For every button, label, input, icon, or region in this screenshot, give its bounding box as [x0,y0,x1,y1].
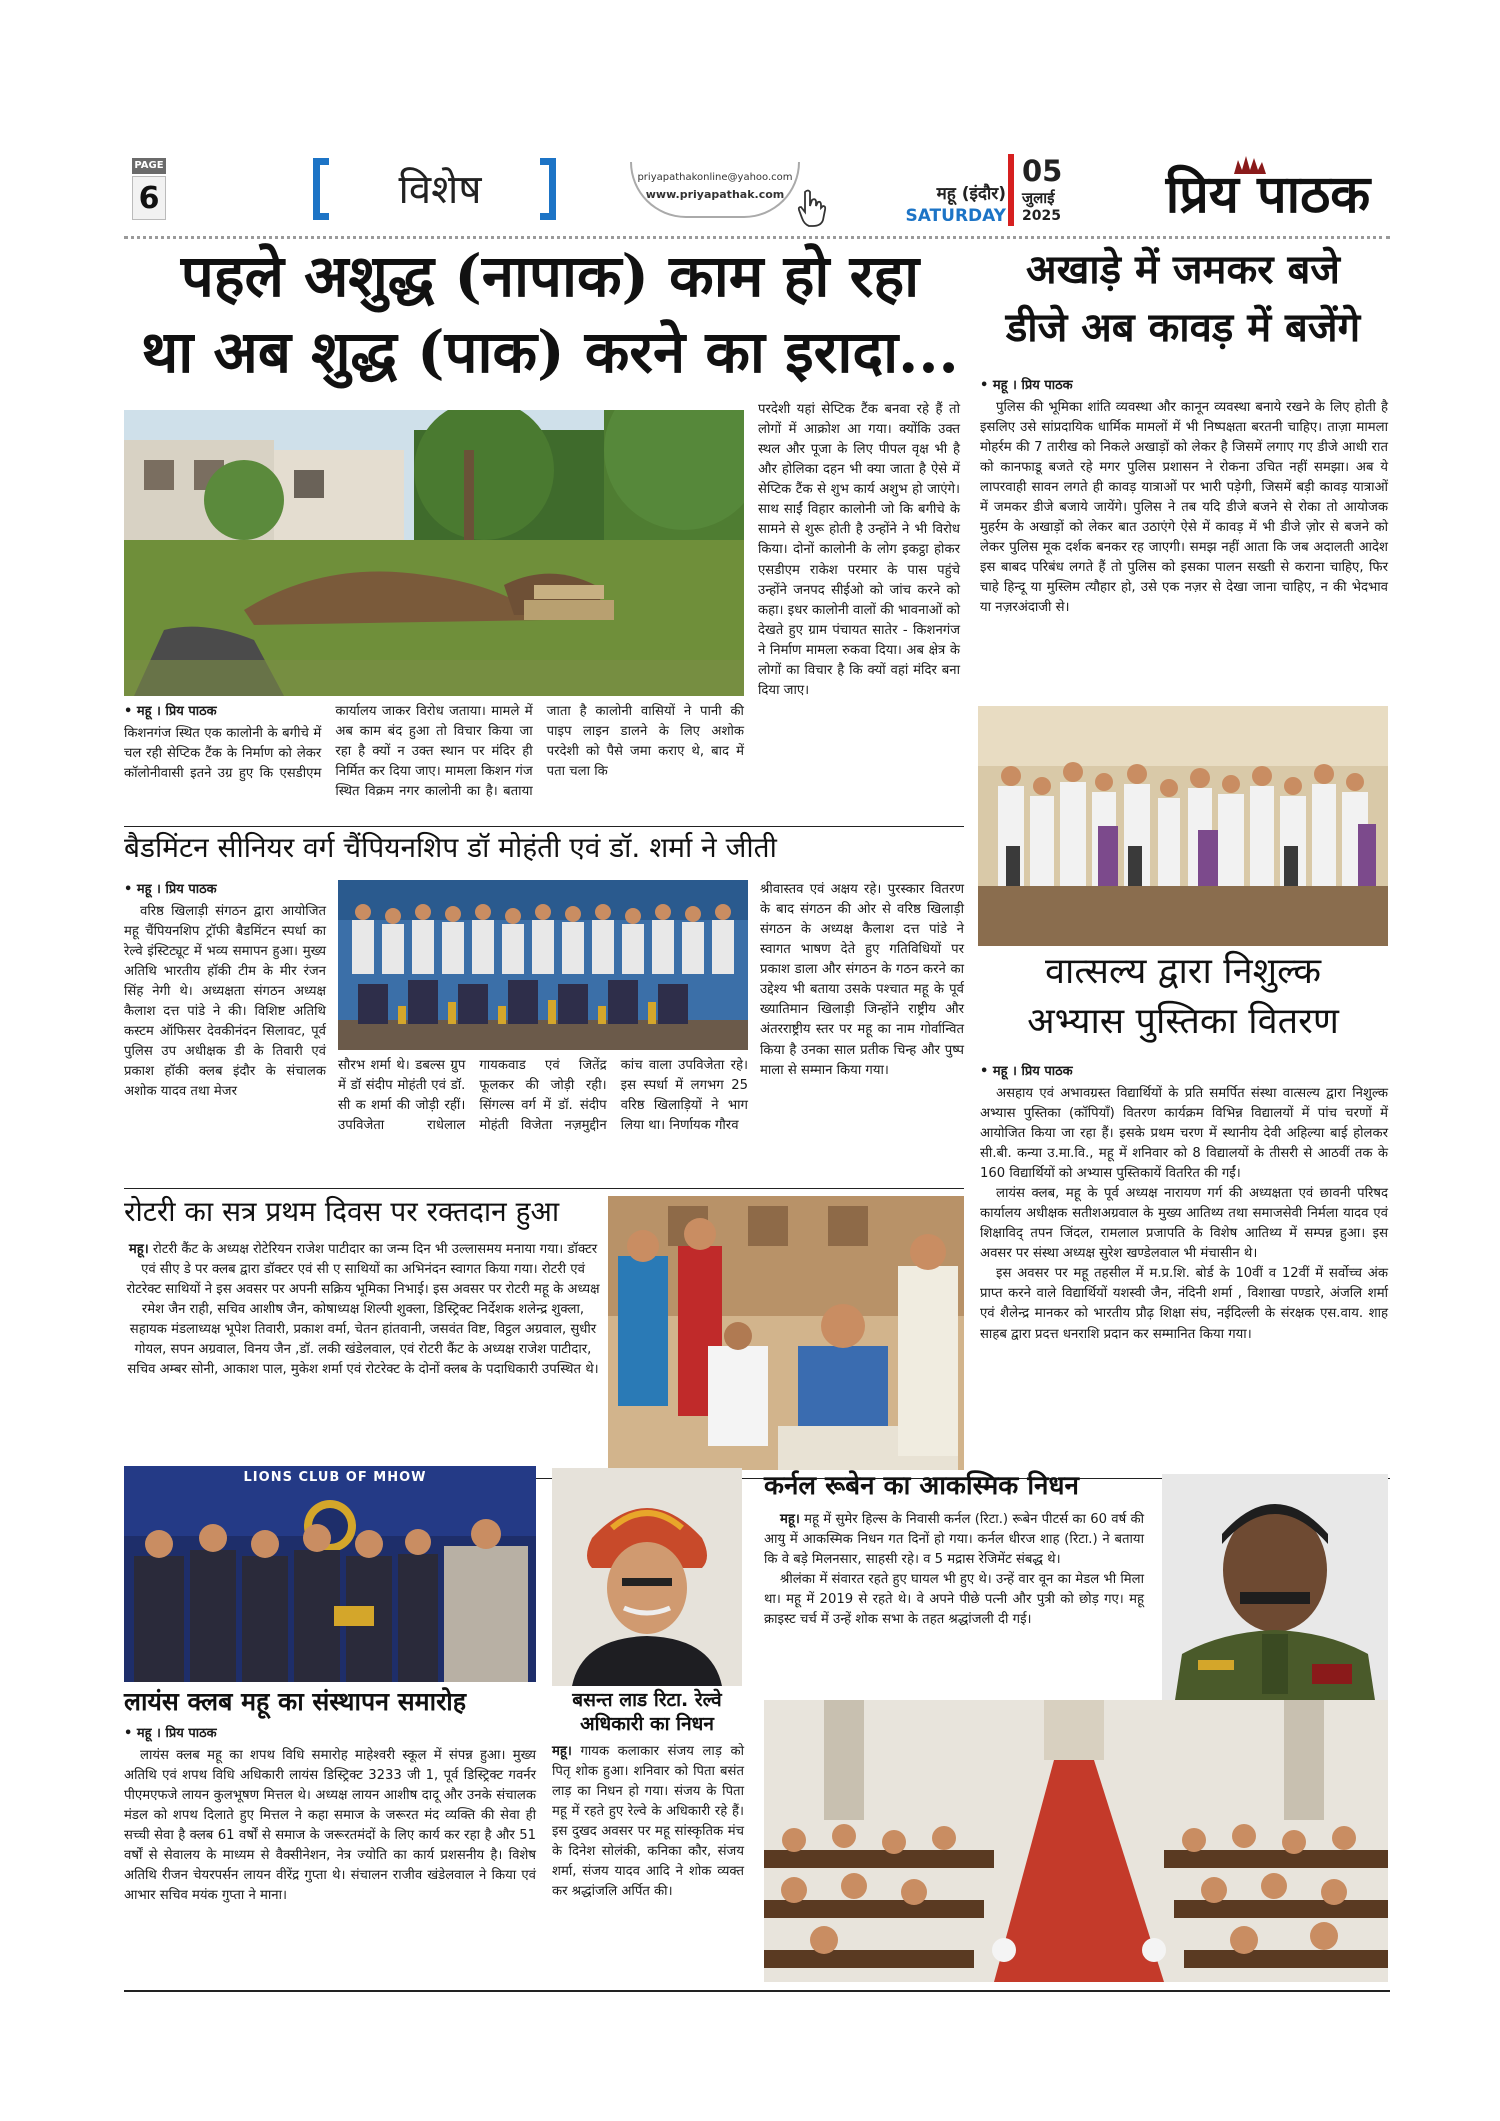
page-label: PAGE [132,158,166,174]
page-bottom-rule [124,1990,1390,1992]
article1-body [124,702,744,818]
article3-byline: • महू । प्रिय पाठक [124,882,217,897]
article2-headline-line1: अखाड़े में जमकर बजे [1026,246,1340,293]
page-number: 6 [132,176,166,220]
article7-text: गायक कलाकार संजय लाड़ को पितृ शोक हुआ। शनिवार को पिता बसंत लाड़ का निधन हो गया। संजय के पिता महू में रहते हुए रेल्वे के अधिकारी रहे हैं। इस दुखद अवसर पर महू सांस्कृतिक मंच के दिनेश सोलंकी, कनिका कौर, संजय शर्मा, संजय यादव आदि ने शोक व्यक्त कर श्रद्धांजलि अर्पित की। [552,1744,744,1900]
article5-lead: महू। [128,1242,149,1257]
article4-headline-line1: वात्सल्य द्वारा निशुल्क [1045,951,1321,992]
article3-body-bottom [338,1056,748,1180]
day-label: SATURDAY [905,206,1006,226]
article7-photo-portrait [552,1468,742,1686]
article2-body [980,376,1388,696]
article7-headline-line1: बसन्त लाड रिटा. रेल्वे [572,1689,722,1711]
article4-text3: इस अवसर पर महू तहसील में म.प्र.शि. बोर्ड के 10वीं व 12वीं में सर्वोच्च अंक प्राप्त करने वाले विद्यार्थियों यशस्वी जैन, नंदिनी शर्मा , विशाखा पण्डारे, अंजलि शर्मा एवं शैलेन्द्र मानकर को भारतीय प्रौढ़ शिक्षा संघ, नईदिल्ली के संरक्षक एस.वाय. शाह साहब द्वारा प्रदत्त धनराशि प्रदान कर सम्मानित किया गया। [980,1266,1388,1342]
article8-body [764,1510,1144,1690]
section-title: विशेष [398,167,482,213]
article2-byline: • महू । प्रिय पाठक [980,378,1073,393]
article3-headline: बैडमिंटन सीनियर वर्ग चैंपियनशिप डॉ मोहंती एवं डॉ. शर्मा ने जीती [124,831,777,864]
article8-text1: महू में सुमेर हिल्स के निवासी कर्नल (रिटा.) रूबेन पीटर्स का 60 वर्ष की आयु में आकस्मिक निधन गत दिनों हो गया। कर्नल धीरज शाह (रिटा.) ने बताया कि वे बड़े मिलनसार, साहसी रहे। व 5 मद्रास रेजिमेंट संबद्ध थे। [764,1512,1144,1568]
article6-body [124,1724,536,1980]
date-divider [1008,154,1014,226]
article5-body [124,1240,602,1470]
article7-headline-line2: अधिकारी का निधन [580,1713,714,1735]
article5-headline: रोटरी का सत्र प्रथम दिवस पर रक्तदान हुआ [124,1195,560,1228]
article1-text: किशनगंज स्थित एक कालोनी के बगीचे में चल रही सेप्टिक टैंक के निर्माण को लेकर कॉलोनीवासी इतने उग्र हुए कि एसडीएम कार्यालय जाकर विरोध जताया। मामले में अब काम बंद हुआ तो विचार किया जा रहा है क्यों न उक्त स्थान पर मंदिर ही निर्मित कर दिया जाए। मामला किशन गंज स्थित विक्रम नगर कालोनी का है। बताया जाता है कालोनी वासियों ने पानी की पाइप लाइन डालने के लिए अशोक परदेशी को पैसे जमा कराए थे, बाद में पता चला कि [124,704,744,800]
article8-lead: महू। [780,1512,800,1527]
article4-body [980,1062,1388,1476]
article3-body-right [760,880,964,1180]
article1-byline: • महू । प्रिय पाठक [124,704,217,719]
article3-top-rule [124,826,964,827]
date-month: जुलाई [1022,189,1055,207]
article2-headline-line2: डीजे अब कावड़ में बजेंगे [1005,304,1361,351]
article4-photo-group [978,706,1388,946]
city-label: महू (इंदौर) [936,184,1006,204]
article3-body-left [124,880,326,1180]
article1-text-right: परदेशी यहां सेप्टिक टैंक बनवा रहे हैं तो लोगों में आक्रोश आ गया। क्योंकि उक्त स्थल और पूजा के लिए पीपल वृक्ष भी है और होलिका दहन भी क्या जाता है ऐसे में सेप्टिक टैंक से शुभ कार्य अशुभ हो जाएंगे। साथ साईं विहार कालोनी जो कि बगीचे के सामने से शुरू होती है उन्होंने ने भी विरोध किया। दोनों कालोनी के लोग इकट्ठा होकर एसडीएम राकेश परमार के पास पहुंचे उन्होंने जनपद सीईओ को जांच करने को कहा। इधर कालोनी वालों की भावनाओं को देखते हुए ग्राम पंचायत सातेर - किशनगंज ने निर्माण मामला रुकवा दिया। अब क्षेत्र के लोगों का विचार है कि क्यों वहां मंदिर बना दिया जाए। [758,402,960,698]
article6-text: लायंस क्लब महू का शपथ विधि समारोह माहेश्वरी स्कूल में संपन्न हुआ। मुख्य अतिथि एवं शपथ विधि अधिकारी लायंस डिस्ट्रिक्ट 3233 जी 1, पूर्व डिस्ट्रिक्ट गवर्नर पीएमएफजे लायन कुलभूषण मित्तल थे। अध्यक्ष लायन आशीष दादू और उनके संचालक मंडल को शपथ दिलाते हुए मित्तल ने कहा समाज के जरूरत मंद व्यक्ति की सेवा ही सच्ची सेवा है क्लब 61 वर्षों से समाज के जरूरतमंदों के लिए कार्य कर रहा है और 51 वर्षों से सेवालय के माध्यम से वैक्सीनेशन, नेत्र ज्योति का कार्य प्रशसनीय है। विशेष अतिथि रीजन चेयरपर्सन लायन वीरेंद्र गुप्ता थे। संचालन राजीव खंडेलवाल ने किया एवं आभार सचिव मयंक गुप्ता ने माना। [124,1747,536,1904]
date-year: 2025 [1022,208,1061,224]
article5-text: रोटरी कैंट के अध्यक्ष रोटेरियन राजेश पाटीदार का जन्म दिन भी उल्लासमय मनाया गया। डॉक्टर एवं सीए डे पर क्लब द्वारा डॉक्टर एवं सी ए साथियों का अभिनंदन स्वागत किया गया। रोटरी एवं रोटरेक्ट साथियों ने इस अवसर पर अपनी सक्रिय भूमिका निभाई। इस अवसर पर रोटरी महू के अध्यक्ष रमेश जैन राही, सचिव आशीष जैन, कोषाध्यक्ष शिल्पी शुक्ला, डिस्ट्रिक्ट निर्देशक शलेन्द्र शुक्ला, सहायक मंडलाध्यक्ष भूपेश तिवारी, प्रकाश वर्मा, चेतन हांतवानी, जसवंत विष्ट, विट्ठल अग्रवाल, सुधीर गोयल, सपन अग्रवाल, विनय जैन ,डॉ. लकी खंडेलवाल, एवं रोटरी कैंट के अध्यक्ष राजेश पाटीदार, सचिव अम्बर सोनी, आकाश पाल, मुकेश शर्मा एवं रोटरेक्ट के दोनों क्लब के पदाधिकारी उपस्थित थे। [126,1242,600,1378]
article1-body-right [758,400,960,820]
masthead-rule [124,236,1390,239]
article6-photo-banner: LIONS CLUB OF MHOW [243,1470,427,1485]
article1-headline-line2: था अब शुद्ध (पाक) करने का इरादा... [141,318,959,386]
article7-lead: महू। [552,1744,572,1759]
article4-headline-line2: अभ्यास पुस्तिका वितरण [1027,1001,1339,1042]
article4-text1: असहाय एवं अभावग्रस्त विद्यार्थियों के प्रति समर्पित संस्था वात्सल्य द्वारा निशुल्क अभ्यास पुस्तिका (कॉपियाँ) वितरण कार्यक्रम विभिन्न विद्यालयों में पांच चरणों में आयोजित किया जा रहा हैं। इसके प्रथम चरण में स्थानीय देवी अहिल्या बाई होलकर सी.बी. कन्या उ.मा.वि., महू में शनिवार को 8 विद्यालयों के तीसरी से आठवीं तक के 160 विद्यार्थियों को अभ्यास पुस्तिकायें वितरित की गईं। [980,1085,1388,1181]
website-text: www.priyapathak.com [645,188,785,201]
article8-para1 [764,1510,1144,1570]
newspaper-logo: प्रिय पाठक [1165,164,1371,225]
date-day: 05 [1022,154,1063,188]
article6-byline: • महू । प्रिय पाठक [124,1726,217,1741]
article3-text-left: वरिष्ठ खिलाड़ी संगठन द्वारा आयोजित महू चैंपियनशिप ट्रॉफी बैडमिंटन स्पर्धा का रेल्वे इंस्टिट्यूट में भव्य समापन हुआ। मुख्य अतिथि भारतीय हॉकी टीम के मीर रंजन सिंह नेगी थे। अध्यक्षता संगठन अध्यक्ष कैलाश दत्त पांडे ने की। विशिष्ट अतिथि कस्टम ऑफिसर देवकीनंदन सिलावट, पूर्व पुलिस उप अधीक्षक डी के तिवारी एवं प्रकाश हॉकी क्लब इंदौर के संचालक अशोक यादव तथा मेजर [124,903,326,1100]
article1-photo-garden [124,410,744,696]
article6-headline: लायंस क्लब महू का संस्थापन समारोह [124,1687,467,1716]
article2-text: पुलिस की भूमिका शांति व्यवस्था और कानून व्यवस्था बनाये रखने के लिए होती है इसलिए उसे सांप्रदायिक धार्मिक मामलों में भी निष्पक्षता बरतनी चाहिए। ताज़ा मामला मोहर्रम की 7 तारीख को निकले अखाड़ों को लेकर है जिसमें लगाए गए डीजे आधी रात को कानफाडू बजते रहे मगर पुलिस प्रशासन ने रोकना उचित नहीं समझा। अब ये लापरवाही सावन लगते ही कावड़ यात्राओं पर भारी पड़ेगी, जिसमें बड़ी कावड़ यात्राओं में जमकर डीजे बजाये जायेंगे। पुलिस ने तब यदि डीजे बजने से रोका तो आयोजक मुहर्रम के अखाड़ों को लेकर बात उठाएंगे ऐसे में कावड़ में भी डीजे ज़ोर से बजने को लेकर पुलिस मूक दर्शक बनकर रह जाएगी। समझ नहीं आता कि जब अदालती आदेश इस बाबद परिबंध लगते हैं तो पुलिस को इसका पालन सख्ती से कराना चाहिए, फिर चाहे हिन्दू या मुस्लिम त्यौहार हो, उसे एक नज़र से देखा जाना चाहिए, न की भेदभाव या नज़रअंदाजी से। [980,399,1388,616]
article6-photo-lions [124,1466,536,1682]
article8-photo-colonel [1162,1474,1388,1720]
article4-text2: लायंस क्लब, महू के पूर्व अध्यक्ष नारायण गर्ग की अध्यक्षता एवं छावनी परिषद कार्यालय अधीक्षक सतीशअग्रवाल के मुख्य आतिथ्य तथा समाजसेवी निर्मला यादव एवं शिक्षाविद् तपन जिंदल, रामलाल प्रजापति के विशेष आतिथ्य में सम्पन्न हुआ। इस अवसर पर संस्था अध्यक्ष सुरेश खण्डेलवाल भी मंचासीन थे। [980,1186,1388,1262]
pointer-hand-icon [795,188,827,228]
article8-headline: कर्नल रूबेन का आकस्मिक निधन [764,1471,1079,1501]
article3-photo-badminton [338,880,748,1050]
email-text: priyapathakonline@yahoo.com [637,172,793,183]
article8-text2: श्रीलंका में संवारत रहते हुए घायल भी हुए थे। उन्हें वार वून का मेडल भी मिला था। महू में 2019 से रहते थे। वे अपने पीछे पत्नी और पुत्री को छोड़ गए। महू क्राइस्ट चर्च में उन्हें शोक सभा के तहत श्रद्धांजली दी गई। [764,1572,1144,1628]
article1-headline-line1: पहले अशुद्ध (नापाक) काम हो रहा [180,242,920,310]
section-bracket-right [540,158,556,220]
article5-photo-blood-donation [608,1196,964,1470]
article3-text-right: श्रीवास्तव एवं अक्षय रहे। पुरस्कार वितरण के बाद संगठन की ओर से वरिष्ठ खिलाड़ी संगठन के अध्यक्ष कैलाश दत्त पांडे ने स्वागत भाषण देते हुए गतिविधियों पर प्रकाश डाला और संगठन के गठन करने का उद्देश्य भी बताया उसके पश्चात महू के पूर्व ख्यातिमान खिलाड़ी जिन्होंने राष्ट्रीय और अंतरराष्ट्रीय स्तर पर महू का नाम गोर्वान्वित किया है उनका साल प्रतीक चिन्ह और पुष्प माला से सम्मान किया गया। [760,882,964,1078]
article3-text-bottom: सौरभ शर्मा थे। डबल्स ग्रुप में डॉ संदीप मोहंती एवं डॉ. सी क शर्मा की जोड़ी रहीं। उपविजेता राधेलाल गायकवाड एवं जितेंद्र फूलकर की जोड़ी रही। सिंगल्स वर्ग में डॉ. संदीप मोहंती विजेता नज़मुद्दीन कांच वाला उपविजेता रहे। इस स्पर्धा में लगभग 25 वरिष्ठ खिलाड़ियों ने भाग लिया था। निर्णायक गौरव [338,1058,748,1134]
article8-photo-church [764,1700,1388,1982]
section-bracket-left [313,158,329,220]
article5-top-rule [124,1188,964,1189]
article7-body [552,1742,744,1982]
article4-byline: • महू । प्रिय पाठक [980,1064,1073,1079]
